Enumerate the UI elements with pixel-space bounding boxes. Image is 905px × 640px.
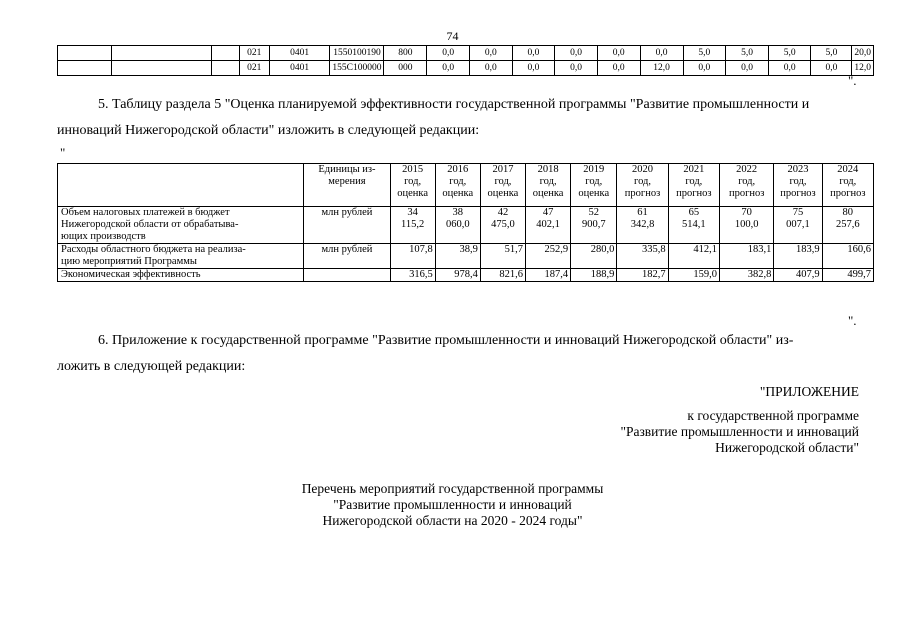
year-header-line: год, bbox=[738, 176, 756, 187]
table-cell: 0,0 bbox=[512, 46, 555, 61]
value-line: 183,9 bbox=[795, 244, 820, 255]
table-cell: 20,0 bbox=[852, 46, 874, 61]
value-line: 61 bbox=[637, 207, 648, 218]
value-cell bbox=[774, 207, 822, 244]
year-header bbox=[526, 164, 571, 207]
indicator-label-line: Экономическая эффективность bbox=[61, 269, 201, 280]
value-line: 75 bbox=[792, 207, 804, 218]
value-cell bbox=[571, 269, 617, 282]
appendix-caption-line: к государственной программе bbox=[687, 408, 859, 423]
year-header bbox=[435, 164, 480, 207]
year-header-line: оценка bbox=[397, 188, 428, 199]
value-cell bbox=[480, 269, 525, 282]
list-title-line: Нижегородской области на 2020 - 2024 годы" bbox=[322, 513, 583, 528]
year-header-line: 2016 bbox=[447, 164, 469, 175]
year-header bbox=[617, 164, 668, 207]
year-header bbox=[571, 164, 617, 207]
value-cell bbox=[435, 244, 480, 269]
year-header bbox=[390, 164, 435, 207]
value-line: 060,0 bbox=[445, 219, 470, 230]
appendix-caption-line: Нижегородской области" bbox=[715, 440, 859, 455]
value-line: 187,4 bbox=[544, 269, 569, 280]
value-line: 80 bbox=[842, 207, 854, 218]
empty-cell bbox=[211, 46, 239, 61]
indicator-label bbox=[58, 207, 304, 244]
table-cell: 5,0 bbox=[683, 46, 726, 61]
year-header-line: оценка bbox=[442, 188, 474, 199]
table-cell: 0,0 bbox=[726, 61, 769, 76]
value-line: 257,6 bbox=[835, 219, 860, 230]
year-header-line: 2024 bbox=[837, 164, 859, 175]
year-header-line: прогноз bbox=[728, 188, 765, 199]
value-cell bbox=[526, 207, 571, 244]
year-header-line: оценка bbox=[578, 188, 610, 199]
table-cell: 5,0 bbox=[726, 46, 769, 61]
value-cell bbox=[526, 244, 571, 269]
table-cell: 5,0 bbox=[811, 46, 852, 61]
unit-cell: млн рублей bbox=[304, 244, 390, 269]
value-line: 115,2 bbox=[401, 219, 425, 230]
year-header-line: год, bbox=[404, 176, 422, 187]
year-header-line: год, bbox=[585, 176, 603, 187]
year-header-line: прогноз bbox=[624, 188, 661, 199]
indicator-label bbox=[58, 244, 304, 269]
indicator-label-line: Нижегородской области от обрабатыва- bbox=[61, 219, 239, 230]
closing-quote: ". bbox=[848, 73, 857, 88]
value-line: 52 bbox=[588, 207, 600, 218]
budget-table-fragment bbox=[57, 45, 874, 76]
value-cell bbox=[390, 207, 435, 244]
value-line: 38 bbox=[452, 207, 464, 218]
value-line: 499,7 bbox=[847, 269, 871, 280]
value-line: 007,1 bbox=[786, 219, 810, 230]
value-cell bbox=[719, 269, 773, 282]
year-header bbox=[774, 164, 822, 207]
value-line: 900,7 bbox=[581, 219, 606, 230]
table-cell: 021 bbox=[239, 46, 269, 61]
value-line: 65 bbox=[688, 207, 700, 218]
table-cell: 1550100190 bbox=[330, 46, 384, 61]
value-line: 382,8 bbox=[747, 269, 772, 280]
table-cell: 800 bbox=[384, 46, 427, 61]
value-line: 182,7 bbox=[642, 269, 666, 280]
year-header bbox=[668, 164, 719, 207]
value-line: 407,9 bbox=[795, 269, 820, 280]
year-header-line: год, bbox=[789, 176, 807, 187]
value-line: 252,9 bbox=[544, 244, 569, 255]
value-line: 51,7 bbox=[504, 244, 524, 255]
table-cell: 155C100000 bbox=[330, 61, 384, 76]
empty-cell bbox=[111, 61, 211, 76]
value-line: 160,6 bbox=[847, 244, 871, 255]
table-cell: 0,0 bbox=[512, 61, 555, 76]
table-row bbox=[58, 46, 874, 61]
table-cell: 0,0 bbox=[427, 61, 470, 76]
value-line: 335,8 bbox=[642, 244, 666, 255]
value-line: 514,1 bbox=[682, 219, 706, 230]
year-header-line: 2020 bbox=[632, 164, 654, 175]
value-cell bbox=[774, 244, 822, 269]
table-cell: 0,0 bbox=[683, 61, 726, 76]
indicator-label-line: Объем налоговых платежей в бюджет bbox=[61, 207, 230, 218]
appendix-caption-line: "Развитие промышленности и инноваций bbox=[620, 424, 859, 439]
value-cell bbox=[822, 207, 873, 244]
year-header-line: год, bbox=[685, 176, 703, 187]
year-header-line: 2022 bbox=[736, 164, 758, 175]
value-cell bbox=[435, 269, 480, 282]
year-header-line: год, bbox=[494, 176, 512, 187]
value-cell bbox=[571, 207, 617, 244]
table-cell: 021 bbox=[239, 61, 269, 76]
units-header: Единицы из- мерения bbox=[304, 164, 390, 207]
value-cell bbox=[617, 207, 668, 244]
indicator-label bbox=[58, 269, 304, 282]
year-header-line: 2017 bbox=[492, 164, 514, 175]
paragraph-6-line-2: ложить в следующей редакции: bbox=[57, 359, 246, 374]
empty-cell bbox=[58, 46, 112, 61]
value-line: 402,1 bbox=[536, 219, 560, 230]
year-header-line: оценка bbox=[532, 188, 564, 199]
value-cell bbox=[480, 244, 525, 269]
value-cell bbox=[719, 207, 773, 244]
paragraph-5-line-1: 5. Таблицу раздела 5 "Оценка планируемой эффективности государственной программы "Развитие промышленности и bbox=[98, 97, 810, 112]
value-line: 978,4 bbox=[454, 269, 478, 280]
value-line: 34 bbox=[407, 207, 418, 218]
table-row bbox=[58, 269, 874, 282]
value-line: 475,0 bbox=[491, 219, 515, 230]
year-header-line: 2023 bbox=[787, 164, 809, 175]
year-header-line: прогноз bbox=[676, 188, 712, 199]
year-header-line: 2021 bbox=[683, 164, 705, 175]
unit-cell: млн рублей bbox=[304, 207, 390, 244]
list-title-line: "Развитие промышленности и инноваций bbox=[333, 497, 572, 512]
table-cell: 0,0 bbox=[597, 46, 640, 61]
year-header-line: год, bbox=[839, 176, 857, 187]
value-cell bbox=[390, 244, 435, 269]
year-header-line: оценка bbox=[487, 188, 519, 199]
value-line: 70 bbox=[741, 207, 752, 218]
table-cell: 0,0 bbox=[640, 46, 683, 61]
year-header-line: прогноз bbox=[780, 188, 816, 199]
year-header-line: 2019 bbox=[583, 164, 605, 175]
header-empty-cell bbox=[58, 164, 304, 207]
unit-cell bbox=[304, 269, 390, 282]
year-header-line: год, bbox=[634, 176, 651, 187]
value-line: 280,0 bbox=[590, 244, 615, 255]
table-row bbox=[58, 244, 874, 269]
table-cell: 0401 bbox=[269, 61, 330, 76]
empty-cell bbox=[111, 46, 211, 61]
table-cell: 0,0 bbox=[768, 61, 811, 76]
value-cell bbox=[390, 269, 435, 282]
value-line: 38,9 bbox=[459, 244, 478, 255]
value-cell bbox=[526, 269, 571, 282]
table-row bbox=[58, 207, 874, 244]
value-line: 47 bbox=[542, 207, 554, 218]
value-cell bbox=[435, 207, 480, 244]
value-cell bbox=[668, 207, 719, 244]
table-cell: 0,0 bbox=[469, 61, 512, 76]
year-header-line: год, bbox=[449, 176, 467, 187]
list-title bbox=[0, 481, 905, 529]
year-header-line: год, bbox=[539, 176, 557, 187]
empty-cell bbox=[211, 61, 239, 76]
paragraph-5-line-2: инноваций Нижегородской области" изложить в следующей редакции: bbox=[57, 123, 480, 138]
list-title-line: Перечень мероприятий государственной программы bbox=[301, 481, 604, 496]
year-header-line: прогноз bbox=[830, 188, 866, 199]
table-cell: 5,0 bbox=[768, 46, 811, 61]
table-cell: 0401 bbox=[269, 46, 330, 61]
year-header bbox=[480, 164, 525, 207]
efficiency-table bbox=[57, 163, 874, 282]
appendix-title: "ПРИЛОЖЕНИЕ bbox=[759, 384, 859, 399]
value-cell bbox=[617, 244, 668, 269]
value-cell bbox=[822, 269, 873, 282]
value-line: 183,1 bbox=[747, 244, 772, 255]
table-cell: 0,0 bbox=[555, 46, 598, 61]
table-cell: 0,0 bbox=[811, 61, 852, 76]
value-line: 342,8 bbox=[630, 219, 655, 230]
value-line: 316,5 bbox=[409, 269, 433, 280]
table-cell: 12,0 bbox=[640, 61, 683, 76]
year-header-line: 2018 bbox=[537, 164, 559, 175]
value-cell bbox=[822, 244, 873, 269]
value-cell bbox=[719, 244, 773, 269]
table-cell: 0,0 bbox=[469, 46, 512, 61]
value-line: 821,6 bbox=[499, 269, 524, 280]
table-cell: 0,0 bbox=[427, 46, 470, 61]
value-line: 188,9 bbox=[590, 269, 615, 280]
paragraph-6-line-1: 6. Приложение к государственной программе "Развитие промышленности и инноваций Нижегородской области" из- bbox=[98, 333, 794, 348]
table-cell: 0,0 bbox=[597, 61, 640, 76]
indicator-label-line: Расходы областного бюджета на реализа- bbox=[61, 244, 246, 255]
table-cell: 0,0 bbox=[555, 61, 598, 76]
appendix-caption bbox=[620, 408, 859, 456]
value-cell bbox=[668, 244, 719, 269]
indicator-label-line: ющих производств bbox=[61, 231, 146, 242]
closing-quote: ". bbox=[848, 313, 857, 328]
value-line: 412,1 bbox=[693, 244, 717, 255]
table-row bbox=[58, 61, 874, 76]
opening-quote: " bbox=[60, 145, 66, 160]
value-cell bbox=[617, 269, 668, 282]
value-line: 107,8 bbox=[409, 244, 433, 255]
indicator-label-line: цию мероприятий Программы bbox=[61, 256, 197, 267]
value-line: 42 bbox=[497, 207, 509, 218]
value-cell bbox=[668, 269, 719, 282]
empty-cell bbox=[58, 61, 112, 76]
value-cell bbox=[480, 207, 525, 244]
value-line: 100,0 bbox=[734, 219, 759, 230]
value-cell bbox=[571, 244, 617, 269]
year-header bbox=[719, 164, 773, 207]
year-header bbox=[822, 164, 873, 207]
page-number: 74 bbox=[446, 29, 459, 43]
year-header-line: 2015 bbox=[402, 164, 424, 175]
table-cell: 12,0 bbox=[852, 61, 874, 76]
table-cell: 000 bbox=[384, 61, 427, 76]
value-line: 159,0 bbox=[693, 269, 717, 280]
value-cell bbox=[774, 269, 822, 282]
